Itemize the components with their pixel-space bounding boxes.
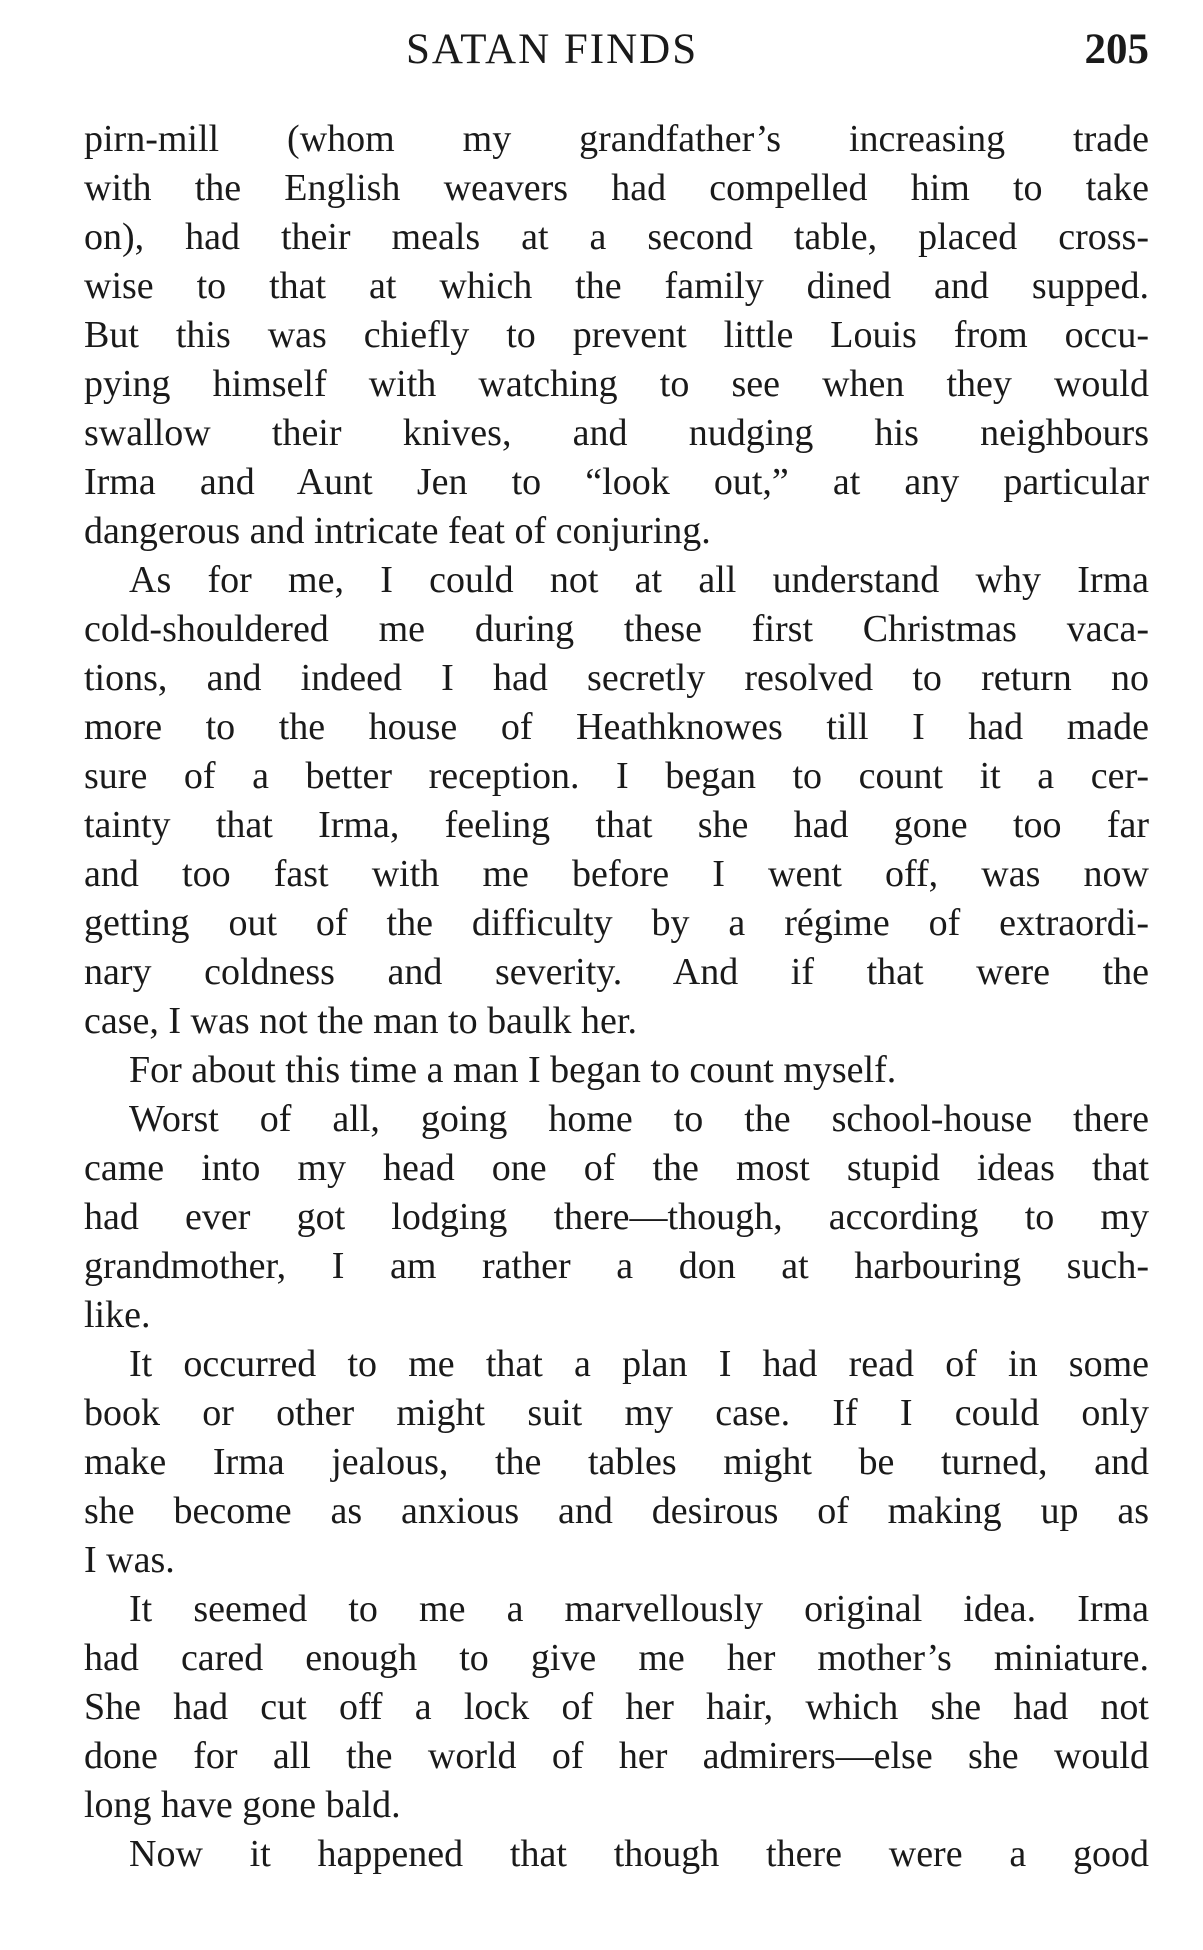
text-line: Worst of all, going home to the school-house there — [129, 1098, 1149, 1140]
body-text — [84, 115, 1149, 1879]
text-line: It seemed to me a marvellously original idea. Irma — [129, 1588, 1149, 1630]
text-line: swallow their knives, and nudging his neighbours — [84, 412, 1149, 454]
text-line: nary coldness and severity. And if that were the — [84, 951, 1149, 993]
text-line: long have gone bald. — [84, 1784, 401, 1826]
text-line: and too fast with me before I went off, was now — [84, 853, 1149, 895]
text-line: Now it happened that though there were a good — [129, 1833, 1149, 1875]
text-line: more to the house of Heathknowes till I had made — [84, 706, 1149, 748]
text-line: Irma and Aunt Jen to “look out,” at any particular — [84, 461, 1149, 503]
text-line: grandmother, I am rather a don at harbouring such- — [84, 1245, 1149, 1287]
page-number: 205 — [1084, 26, 1149, 73]
paragraph-1 — [84, 115, 1149, 556]
text-line: with the English weavers had compelled him to take — [84, 167, 1149, 209]
text-line: done for all the world of her admirers—else she would — [84, 1735, 1149, 1777]
text-line: make Irma jealous, the tables might be turned, and — [84, 1441, 1149, 1483]
text-line: But this was chiefly to prevent little Louis from occu- — [84, 314, 1149, 356]
paragraph-4 — [84, 1095, 1149, 1340]
text-line: came into my head one of the most stupid ideas that — [84, 1147, 1149, 1189]
text-line: case, I was not the man to baulk her. — [84, 1000, 637, 1042]
text-line: had ever got lodging there—though, according to my — [84, 1196, 1149, 1238]
text-line: on), had their meals at a second table, placed cross- — [84, 216, 1149, 258]
text-line: sure of a better reception. I began to count it a cer- — [84, 755, 1149, 797]
text-line: cold-shouldered me during these first Christmas vaca- — [84, 608, 1149, 650]
running-head — [84, 20, 1149, 80]
text-line: pying himself with watching to see when they would — [84, 363, 1149, 405]
paragraph-5 — [84, 1340, 1149, 1585]
text-line: like. — [84, 1294, 151, 1336]
text-line: As for me, I could not at all understand why Irma — [129, 559, 1149, 601]
running-title: SATAN FINDS — [406, 26, 699, 73]
paragraph-6 — [84, 1585, 1149, 1830]
paragraph-2 — [84, 556, 1149, 1046]
text-line: wise to that at which the family dined and supped. — [84, 265, 1149, 307]
text-line: had cared enough to give me her mother’s miniature. — [84, 1637, 1149, 1679]
text-line: For about this time a man I began to count myself. — [129, 1049, 897, 1091]
paragraph-3 — [84, 1046, 1149, 1095]
text-line: dangerous and intricate feat of conjuring. — [84, 510, 711, 552]
text-line: She had cut off a lock of her hair, which she had not — [84, 1686, 1149, 1728]
text-line: It occurred to me that a plan I had read of in some — [129, 1343, 1149, 1385]
text-line: she become as anxious and desirous of making up as — [84, 1490, 1149, 1532]
text-line: tions, and indeed I had secretly resolved to return no — [84, 657, 1149, 699]
text-line: pirn-mill (whom my grandfather’s increasing trade — [84, 118, 1149, 160]
text-line: getting out of the difficulty by a régime of extraordi- — [84, 902, 1149, 944]
text-line: book or other might suit my case. If I could only — [84, 1392, 1149, 1434]
paragraph-7 — [84, 1830, 1149, 1879]
text-line: tainty that Irma, feeling that she had gone too far — [84, 804, 1149, 846]
text-line: I was. — [84, 1539, 175, 1581]
